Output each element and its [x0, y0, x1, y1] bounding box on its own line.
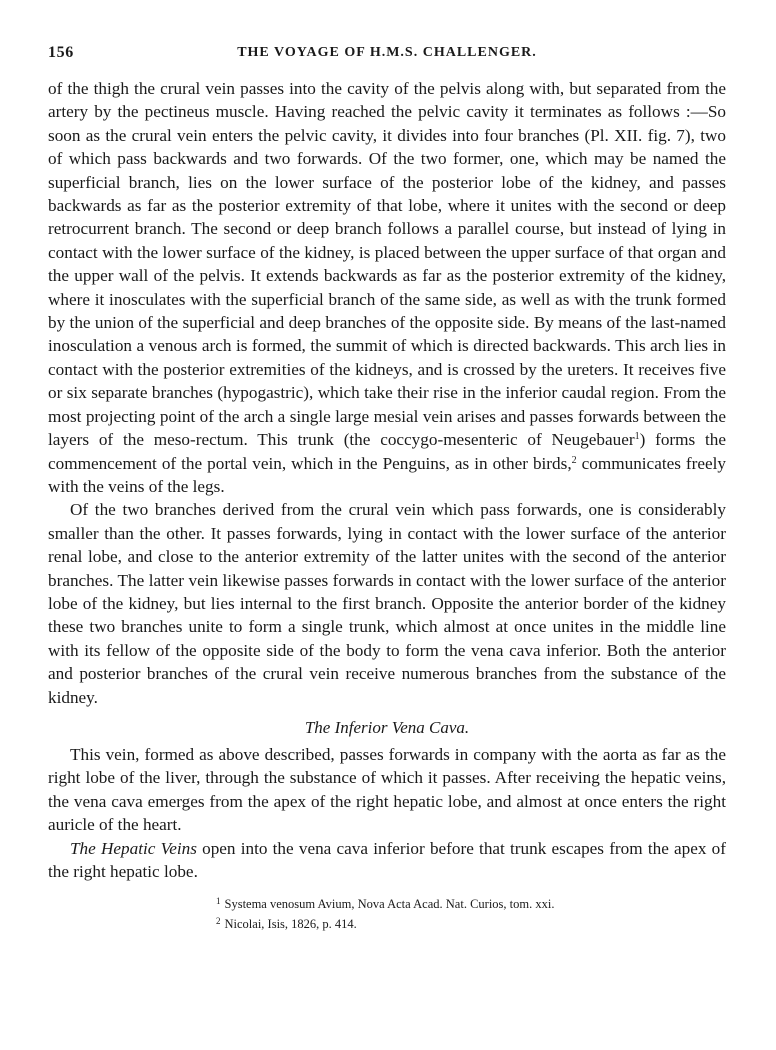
paragraph-text: of the thigh the crural vein passes into the cavity of the pelvis along with, but separated from the artery by the pectineus muscle. Having reached the pelvic cavity it terminates as follows :—So soon as the crural vein enters the pelvic cavity, it divides into four branches (Pl. XII. fig. 7), two of which pass backwards and two forwards. Of the two former, one, which may be named the superficial branch, lies on the lower surface of the posterior lobe of the kidney, and passes backwards as far as the posterior extremity of that lobe, where it unites with the second or deep retrocurrent branch. The second or deep branch follows a parallel course, but instead of lying in contact with the lower surface of the kidney, is placed between the upper surface of that organ and the upper wall of the pelvis. It extends backwards as far as the posterior extremity of the kidney, where it inosculates with the superficial branch of the same side, as well as with the trunk formed by the union of the superficial and deep branches of the opposite side. By means of the last-named inosculation a venous arch is formed, the summit of which is directed backwards. This arch lies in contact with the posterior extremities of the kidneys, and is crossed by the ureters. It receives five or six separate branches (hypogastric), which take their rise in the inferior caudal region. From the most projecting point of the arch a single large mesial vein arises and passes forwards between the layers of the meso-rectum. This trunk (the coccygo-mesenteric of Neugebauer — [48, 79, 726, 450]
footnote-reference-1: 1 — [634, 431, 640, 443]
paragraph-crural-vein — [48, 77, 726, 498]
footnote — [216, 913, 726, 933]
footnote — [216, 893, 726, 913]
footnote-reference-2: 2 — [571, 454, 577, 466]
paragraph-forward-branches: Of the two branches derived from the crural vein which pass forwards, one is considerably smaller than the other. It passes forwards, lying in contact with the lower surface of the anterior renal lobe, and close to the anterior extremity of the latter unites with the second of the anterior branches. The latter vein likewise passes forwards in contact with the lower surface of the anterior lobe of the kidney, but lies internal to the first branch. Opposite the anterior border of the kidney these two branches unite to form a single trunk, which almost at once unites in the middle line with its fellow of the opposite side of the body to form the vena cava inferior. Both the anterior and posterior branches of the crural vein receive numerous branches from the substance of the kidney. — [48, 500, 726, 707]
paragraph-hepatic-veins — [48, 837, 726, 884]
document-page — [48, 44, 726, 933]
paragraph-vena-cava: This vein, formed as above described, passes forwards in company with the aorta as far as the right lobe of the liver, through the substance of which it passes. After receiving the hepatic veins, the vena cava emerges from the apex of the right hepatic lobe, and almost at once enters the right auricle of the heart. — [48, 744, 726, 835]
footnotes — [216, 893, 726, 933]
running-title: THE VOYAGE OF H.M.S. CHALLENGER. — [237, 45, 537, 60]
footnote-mark: 2 — [216, 916, 221, 927]
italic-term: The Hepatic Veins — [70, 838, 197, 858]
page-number: 156 — [48, 44, 74, 61]
paragraph-text: communicates freely with the veins of the legs. — [48, 453, 726, 496]
paragraph-text: open into the vena cava inferior before that trunk escapes from the apex of the right hepatic lobe. — [48, 838, 726, 881]
footnote-mark: 1 — [216, 896, 221, 907]
section-heading: The Inferior Vena Cava. — [304, 717, 470, 737]
footnote-text: Nicolai, Isis, 1826, p. 414. — [224, 917, 357, 932]
paragraph-text: ) forms the commencement of the portal vein, which in the Penguins, as in other birds, — [48, 430, 726, 473]
footnote-text: Systema venosum Avium, Nova Acta Acad. Nat. Curios, tom. xxi. — [224, 897, 555, 912]
page-header — [48, 44, 726, 70]
